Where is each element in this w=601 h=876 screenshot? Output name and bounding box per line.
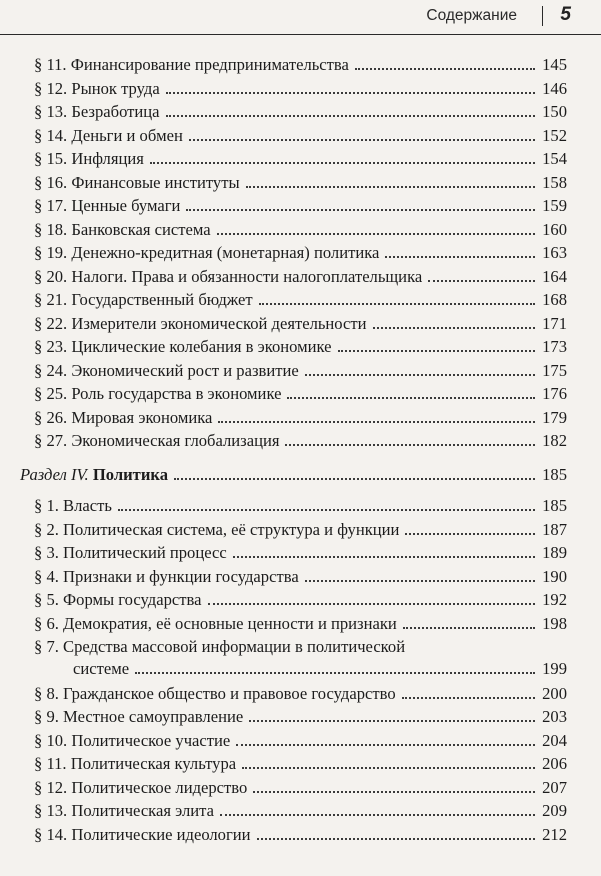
section-title: Политика xyxy=(92,465,169,484)
toc-entry-title: § 11. Финансирование предпринимательства xyxy=(34,55,349,74)
dot-leader xyxy=(285,444,535,446)
toc-entry[interactable] xyxy=(34,637,567,657)
toc-entry-title: § 13. Политическая элита xyxy=(34,801,214,820)
dot-leader xyxy=(373,327,535,329)
toc-entry[interactable] xyxy=(34,173,567,193)
dot-leader xyxy=(118,509,535,511)
toc-entry-title: § 15. Инфляция xyxy=(34,149,144,168)
dot-leader xyxy=(189,139,535,141)
section-heading[interactable] xyxy=(20,465,567,485)
dot-leader xyxy=(249,720,535,722)
toc-entry[interactable] xyxy=(34,801,567,821)
toc-entry[interactable] xyxy=(34,220,567,240)
toc-entry-title: § 4. Признаки и функции государства xyxy=(34,566,299,586)
dot-leader xyxy=(355,68,535,70)
toc-entry[interactable] xyxy=(34,314,567,334)
toc-entry-title: § 6. Демократия, её основные ценности и признаки xyxy=(34,613,397,633)
toc-entry-title: § 23. Циклические колебания в экономике xyxy=(34,337,332,356)
toc-entry-title: § 8. Гражданское общество и правовое государство xyxy=(34,683,396,703)
toc-entry-title: § 9. Местное самоуправление xyxy=(34,707,244,726)
toc-entry-title: § 26. Мировая экономика xyxy=(34,407,213,427)
toc-entry-page: 198 xyxy=(542,613,567,633)
dot-leader xyxy=(218,421,535,423)
toc-entry-title: § 19. Денежно-кредитная (монетарная) политика xyxy=(34,243,380,262)
toc-entry-page: 173 xyxy=(542,337,567,356)
toc-entry-page: 150 xyxy=(542,102,567,121)
toc-entry-page: 209 xyxy=(542,801,567,820)
toc-entry[interactable] xyxy=(34,126,567,146)
toc-entry-page: 200 xyxy=(542,683,567,703)
toc-entry-page: 190 xyxy=(542,566,567,586)
dot-leader xyxy=(402,697,535,699)
dot-leader xyxy=(150,162,535,164)
page-number: 5 xyxy=(560,4,571,25)
toc-entry[interactable] xyxy=(34,361,567,381)
toc-entry-title: § 21. Государственный бюджет xyxy=(34,290,253,309)
toc-entry-title: § 14. Политические идеологии xyxy=(34,824,251,844)
dot-leader xyxy=(403,627,535,629)
toc-entry-title: системе xyxy=(73,659,130,678)
dot-leader xyxy=(428,280,535,282)
toc-entry-title: § 25. Роль государства в экономике xyxy=(34,384,282,403)
toc-entry[interactable] xyxy=(73,659,567,679)
toc-entry[interactable] xyxy=(34,520,567,540)
toc-entry-page: 206 xyxy=(542,754,567,773)
toc-entry[interactable] xyxy=(34,825,567,845)
running-head xyxy=(0,0,601,35)
toc-entry[interactable] xyxy=(34,243,567,263)
toc-entry-title: § 3. Политический процесс xyxy=(34,543,227,562)
toc-entry-title: § 18. Банковская система xyxy=(34,219,211,239)
toc-entry-page: 179 xyxy=(542,407,567,427)
dot-leader xyxy=(186,209,535,211)
toc-entry-page: 199 xyxy=(542,659,567,678)
toc-entry-title: § 20. Налоги. Права и обязанности налогоплательщика xyxy=(34,266,423,286)
toc-entry-page: 171 xyxy=(542,313,567,333)
toc-entry-page: 212 xyxy=(542,824,567,844)
toc-entry[interactable] xyxy=(34,707,567,727)
dot-leader xyxy=(217,233,535,235)
dot-leader xyxy=(253,791,535,793)
dot-leader xyxy=(174,478,535,480)
toc-entry-page: 185 xyxy=(542,496,567,515)
toc-entry-page: 192 xyxy=(542,590,567,609)
toc-entry-title: § 12. Рынок труда xyxy=(34,78,160,98)
toc-entry-page: 187 xyxy=(542,519,567,539)
dot-leader xyxy=(242,767,535,769)
toc-entry-title: § 14. Деньги и обмен xyxy=(34,125,183,145)
toc-entry-page: 189 xyxy=(542,543,567,562)
toc-entry-title: § 7. Средства массовой информации в политической xyxy=(34,637,406,656)
toc-entry-page: 207 xyxy=(542,777,567,797)
toc-entry[interactable] xyxy=(34,567,567,587)
toc-entry[interactable] xyxy=(34,290,567,310)
running-head-separator xyxy=(542,6,544,26)
dot-leader xyxy=(208,603,536,605)
running-head-title: Содержание xyxy=(426,7,517,24)
toc-entry-title: § 11. Политическая культура xyxy=(34,754,237,773)
dot-leader xyxy=(338,350,535,352)
dot-leader xyxy=(259,303,535,305)
toc-entry-page: 163 xyxy=(542,243,567,262)
toc-entry[interactable] xyxy=(34,408,567,428)
toc-entry[interactable] xyxy=(34,754,567,774)
toc-entry-page: 176 xyxy=(542,384,567,403)
toc-entry-title: § 10. Политическое участие xyxy=(34,730,231,750)
section-page: 185 xyxy=(542,465,567,484)
toc-entry-page: 175 xyxy=(542,360,567,380)
toc-entry-page: 158 xyxy=(542,172,567,192)
dot-leader xyxy=(305,580,535,582)
toc-entry-page: 204 xyxy=(542,730,567,750)
toc-entry[interactable] xyxy=(34,731,567,751)
toc-entry[interactable] xyxy=(34,196,567,216)
dot-leader xyxy=(257,838,535,840)
toc-entry-page: 152 xyxy=(542,125,567,145)
toc-entry[interactable] xyxy=(34,384,567,404)
toc-entry-title: § 5. Формы государства xyxy=(34,590,202,609)
toc-entry[interactable] xyxy=(34,684,567,704)
toc-entry[interactable] xyxy=(34,590,567,610)
dot-leader xyxy=(166,92,535,94)
section-label: Раздел IV. xyxy=(20,465,89,484)
toc-entry-page: 146 xyxy=(542,78,567,98)
toc-entry-title: § 17. Ценные бумаги xyxy=(34,196,181,215)
toc-entry[interactable] xyxy=(34,55,567,75)
toc-entry[interactable] xyxy=(34,778,567,798)
dot-leader xyxy=(246,186,535,188)
dot-leader xyxy=(305,374,535,376)
toc-entry-page: 154 xyxy=(542,149,567,168)
toc-entry[interactable] xyxy=(34,267,567,287)
toc-entry[interactable] xyxy=(34,614,567,634)
dot-leader xyxy=(236,744,535,746)
toc-entry[interactable] xyxy=(34,149,567,169)
dot-leader xyxy=(135,672,535,674)
dot-leader xyxy=(233,556,535,558)
dot-leader xyxy=(220,814,535,816)
toc-entry[interactable] xyxy=(34,496,567,516)
toc-entry-title: § 24. Экономический рост и развитие xyxy=(34,360,299,380)
toc-entry-title: § 1. Власть xyxy=(34,496,112,515)
toc-entry-title: § 13. Безработица xyxy=(34,102,160,121)
toc-entry-page: 168 xyxy=(542,290,567,309)
toc-entry-page: 160 xyxy=(542,219,567,239)
dot-leader xyxy=(166,115,535,117)
toc-entry[interactable] xyxy=(34,79,567,99)
dot-leader xyxy=(287,397,535,399)
toc-entry-page: 145 xyxy=(542,55,567,74)
toc-entry[interactable] xyxy=(34,431,567,451)
toc-entry[interactable] xyxy=(34,102,567,122)
toc-entry[interactable] xyxy=(34,337,567,357)
toc-entry-page: 164 xyxy=(542,266,567,286)
toc-entry-page: 203 xyxy=(542,707,567,726)
toc-entry-title: § 22. Измерители экономической деятельности xyxy=(34,313,367,333)
toc-entry[interactable] xyxy=(34,543,567,563)
toc-entry-page: 182 xyxy=(542,431,567,450)
dot-leader xyxy=(405,533,535,535)
dot-leader xyxy=(385,256,535,258)
toc-entry-title: § 27. Экономическая глобализация xyxy=(34,431,280,450)
toc-entry-title: § 16. Финансовые институты xyxy=(34,172,240,192)
toc-entry-title: § 12. Политическое лидерство xyxy=(34,777,248,797)
toc-entry-page: 159 xyxy=(542,196,567,215)
toc-entry-title: § 2. Политическая система, её структура и функции xyxy=(34,519,400,539)
